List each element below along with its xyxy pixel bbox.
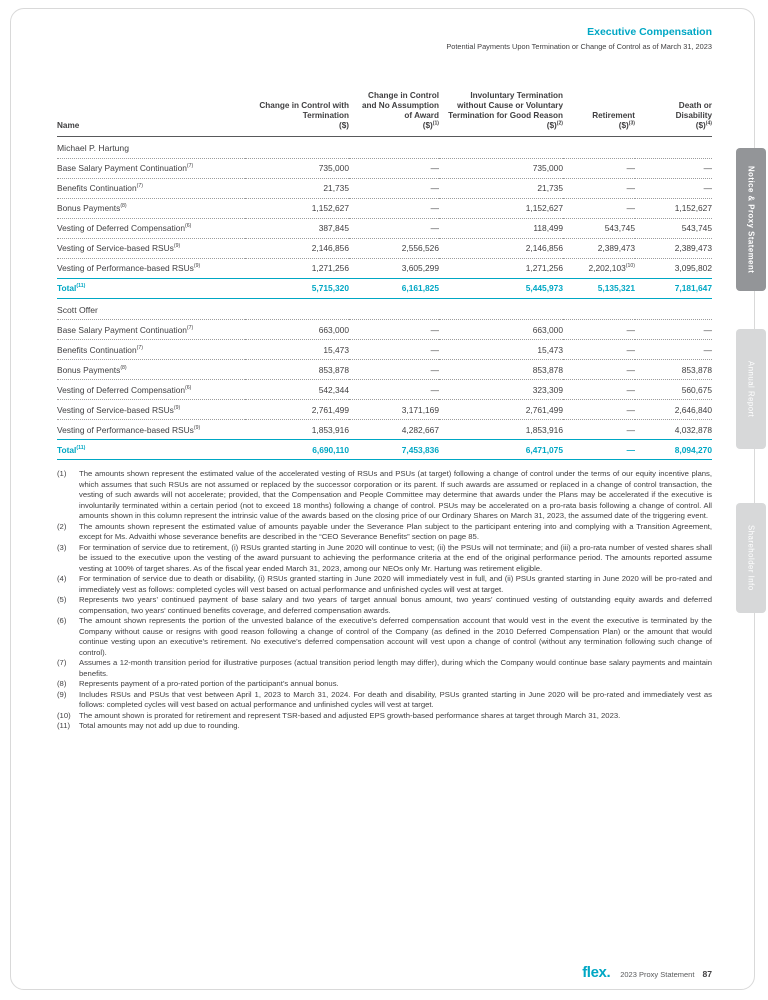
footnote <box>57 690 712 711</box>
row-label: Base Salary Payment Continuation$^{(7)}$ <box>57 158 245 178</box>
row-value: 2,761,499 <box>439 400 563 420</box>
row-value: 542,344 <box>245 380 349 400</box>
footnote-number: (6) <box>57 616 67 625</box>
row-value: 853,878 <box>245 360 349 380</box>
total-value: 5,445,973 <box>439 278 563 298</box>
row-value: — <box>563 360 635 380</box>
footnote-text: For termination of service due to death or disability, (i) RSUs granted starting in June 2020 will immediately vest in full, and (ii) PSUs granted starting in June 2020 will be pro-rated and immediately vest as follows: completed cycles will vest based on actual performance and unfinished cycles will vest at target. <box>79 574 712 594</box>
row-value: — <box>635 320 712 340</box>
footnote-number: (4) <box>57 574 67 583</box>
row-value: — <box>563 420 635 440</box>
row-label: Vesting of Performance-based RSUs$^{(9)}$ <box>57 420 245 440</box>
footnote-text: Represents two years’ continued payment of base salary and two years of target annual bonus amount, two years’ continued vesting of outstanding equity awards and deferred compensation, two years’ continued benefits coverage, and deferred compensation awards. <box>79 595 712 615</box>
row-label: Vesting of Service-based RSUs$^{(9)}$ <box>57 238 245 258</box>
side-tab-shareholder-info[interactable]: Shareholder Info <box>736 503 766 613</box>
row-value: — <box>349 340 439 360</box>
total-value: 6,471,075 <box>439 440 563 460</box>
footnote-number: (10) <box>57 710 71 720</box>
table-row <box>57 340 712 360</box>
row-value: — <box>563 400 635 420</box>
row-value: 1,152,627 <box>439 198 563 218</box>
footnote <box>57 679 712 690</box>
executive-name: Scott Offer <box>57 298 712 320</box>
total-value: — <box>563 440 635 460</box>
row-label: Base Salary Payment Continuation$^{(7)}$ <box>57 320 245 340</box>
total-value: 5,715,320 <box>245 278 349 298</box>
row-value: — <box>563 178 635 198</box>
row-value: 2,556,526 <box>349 238 439 258</box>
row-value: 735,000 <box>245 158 349 178</box>
table-header <box>57 91 712 137</box>
footnotes <box>57 469 712 732</box>
footnote-number: (1) <box>57 469 67 478</box>
footnote-number: (8) <box>57 679 67 688</box>
footnote-text: The amount shown is prorated for retirement and represent TSR-based and adjusted EPS growth-based performance shares at target through March 31, 2023. <box>79 710 621 720</box>
footnote <box>57 543 712 575</box>
page-footer <box>582 964 712 981</box>
footnote <box>57 469 712 522</box>
row-label: Benefits Continuation$^{(7)}$ <box>57 340 245 360</box>
row-label: Vesting of Service-based RSUs$^{(9)}$ <box>57 400 245 420</box>
row-value: 21,735 <box>439 178 563 198</box>
row-value: 663,000 <box>439 320 563 340</box>
row-value: 2,389,473 <box>635 238 712 258</box>
table-row <box>57 238 712 258</box>
footnote <box>57 574 712 595</box>
footnote-number: (2) <box>57 521 67 531</box>
page-number: 87 <box>702 969 712 979</box>
footer-text: 2023 Proxy Statement <box>620 970 695 979</box>
payments-table <box>57 91 712 460</box>
footnote <box>57 658 712 679</box>
row-value: — <box>349 178 439 198</box>
footnote-text: The amounts shown represent the estimated value of amounts payable under the Severance Plan subject to the participant entering into and complying with a Transition Agreement, except for Ms. Advaithi whose severance benefits are described in the “CEO Severance Benefits” section on page 85. <box>79 521 712 541</box>
column-header: Retirement ($)$^{(3)}$ <box>563 91 635 137</box>
executive-name: Michael P. Hartung <box>57 137 712 159</box>
flex-logo: flex. <box>582 964 611 981</box>
footnote <box>57 616 712 658</box>
row-value: 2,202,103$^{(10)}$ <box>563 258 635 278</box>
row-value: 3,095,802 <box>635 258 712 278</box>
footnote <box>57 595 712 616</box>
row-value: 118,499 <box>439 218 563 238</box>
total-row <box>57 440 712 460</box>
side-tab-notice-proxy-statement[interactable]: Notice & Proxy Statement <box>736 148 766 291</box>
row-value: 663,000 <box>245 320 349 340</box>
table-row <box>57 198 712 218</box>
row-value: 1,853,916 <box>245 420 349 440</box>
column-header: Change in Control and No Assumption of Award ($)$^{(1)}$ <box>349 91 439 137</box>
section-title: Executive Compensation <box>587 26 712 38</box>
row-value: 2,146,856 <box>439 238 563 258</box>
row-value: — <box>349 360 439 380</box>
column-header: Change in Control with Termination ($) <box>245 91 349 137</box>
total-value: 6,690,110 <box>245 440 349 460</box>
row-label: Bonus Payments$^{(8)}$ <box>57 198 245 218</box>
row-value: — <box>349 320 439 340</box>
row-value: 4,032,878 <box>635 420 712 440</box>
footnote-number: (5) <box>57 595 67 604</box>
row-value: 853,878 <box>635 360 712 380</box>
side-tab-annual-report[interactable]: Annual Report <box>736 329 766 449</box>
row-value: — <box>349 218 439 238</box>
row-value: 1,853,916 <box>439 420 563 440</box>
row-value: — <box>349 158 439 178</box>
row-value: 3,171,169 <box>349 400 439 420</box>
row-label: Vesting of Deferred Compensation$^{(6)}$ <box>57 218 245 238</box>
total-row <box>57 278 712 298</box>
row-value: 387,845 <box>245 218 349 238</box>
column-header: Death or Disability ($)$^{(4)}$ <box>635 91 712 137</box>
total-label: Total$^{(11)}$ <box>57 440 245 460</box>
footnote-text: For termination of service due to retirement, (i) RSUs granted starting in June 2020 will continue to vest; (ii) the PSUs will not terminate; and (iii) a pro-rata number of vested shares shall be issued to the executive upon the vesting of the award pursuant to achieving the performance criteria at the end of the original performance period. The amounts reported assume vesting at 100% of target shares. As of the fiscal year ended March 31, 2023, among our NEOs only Mr. Hartung was retirement eligible. <box>79 542 712 573</box>
table-body <box>57 137 712 460</box>
total-value: 8,094,270 <box>635 440 712 460</box>
row-value: 735,000 <box>439 158 563 178</box>
row-value: — <box>635 340 712 360</box>
table-row <box>57 420 712 440</box>
row-value: 1,152,627 <box>635 198 712 218</box>
page-subtitle: Potential Payments Upon Termination or Change of Control as of March 31, 2023 <box>446 42 712 51</box>
table-row <box>57 258 712 278</box>
row-label: Vesting of Deferred Compensation$^{(6)}$ <box>57 380 245 400</box>
row-value: 3,605,299 <box>349 258 439 278</box>
row-value: 1,271,256 <box>245 258 349 278</box>
row-value: 1,271,256 <box>439 258 563 278</box>
footnote-text: The amounts shown represent the estimated value of the accelerated vesting of RSUs and PSUs (at target) following a change of control under the terms of our equity incentive plans, which assumes that such RSUs are not assumed or replaced by the successor corporation or its parent. If such awards are assumed or replaced in a change of control transaction, the vesting of such awards will not accelerate; provided, that the Compensation and People Committee may determine that awards under the Plans may be accelerated if the executive is involuntarily terminated within a certain period (not to exceed 18 months) following a change of control. PSUs may be accelerated on a pro-rata basis following a change of control. All amounts shown in this column represent the intrinsic value of the awards based on the closing price of our Ordinary Shares on March 31, 2023, the assumed date of the triggering event. <box>79 469 712 520</box>
row-value: 543,745 <box>563 218 635 238</box>
row-value: 2,646,840 <box>635 400 712 420</box>
column-header: Name <box>57 91 245 137</box>
table-row <box>57 158 712 178</box>
executive-section-row <box>57 137 712 159</box>
row-value: 15,473 <box>245 340 349 360</box>
column-header: Involuntary Termination without Cause or Voluntary Termination for Good Reason ($)$^{(2)}$ <box>439 91 563 137</box>
footnote-text: Total amounts may not add up due to rounding. <box>79 721 240 730</box>
total-value: 7,181,647 <box>635 278 712 298</box>
footnote-text: The amount shown represents the portion of the unvested balance of the executive’s deferred compensation account that would vest in the event the executive is terminated by the Company without cause or resigns with good reason following a change of control of the Company (as defined in the 2010 Deferred Compensation Plan) or the amount that would continue vesting upon an executive’s retirement. No executive’s deferred compensation account will vest upon a change of control (without any termination following such change of control). <box>79 616 712 657</box>
footnote-number: (9) <box>57 689 67 699</box>
row-value: 4,282,667 <box>349 420 439 440</box>
row-value: 2,761,499 <box>245 400 349 420</box>
table-row <box>57 380 712 400</box>
side-tabs <box>736 148 766 613</box>
row-label: Benefits Continuation$^{(7)}$ <box>57 178 245 198</box>
table-row <box>57 218 712 238</box>
row-value: 543,745 <box>635 218 712 238</box>
footnote <box>57 721 712 732</box>
table-row <box>57 320 712 340</box>
row-value: — <box>635 158 712 178</box>
row-value: 21,735 <box>245 178 349 198</box>
row-value: 560,675 <box>635 380 712 400</box>
table-row <box>57 360 712 380</box>
row-value: 323,309 <box>439 380 563 400</box>
footnote-text: Represents payment of a pro-rated portion of the participant’s annual bonus. <box>79 679 339 688</box>
row-value: 2,389,473 <box>563 238 635 258</box>
footnote <box>57 711 712 722</box>
footnote <box>57 522 712 543</box>
page-header <box>57 26 712 51</box>
footnote-number: (3) <box>57 542 67 552</box>
total-value: 7,453,836 <box>349 440 439 460</box>
footnote-text: Assumes a 12-month transition period for illustrative purposes (actual transition period length may differ), during which the Company would continue base salary payments and maintain benefits. <box>79 658 712 678</box>
footnote-number: (7) <box>57 658 67 667</box>
row-value: — <box>563 340 635 360</box>
row-value: 1,152,627 <box>245 198 349 218</box>
row-label: Vesting of Performance-based RSUs$^{(9)}$ <box>57 258 245 278</box>
total-value: 6,161,825 <box>349 278 439 298</box>
executive-section-row <box>57 298 712 320</box>
page-content <box>57 26 712 732</box>
row-label: Bonus Payments$^{(8)}$ <box>57 360 245 380</box>
row-value: 2,146,856 <box>245 238 349 258</box>
total-value: 5,135,321 <box>563 278 635 298</box>
row-value: — <box>563 198 635 218</box>
total-label: Total$^{(11)}$ <box>57 278 245 298</box>
row-value: — <box>563 158 635 178</box>
row-value: — <box>349 380 439 400</box>
row-value: 853,878 <box>439 360 563 380</box>
row-value: — <box>349 198 439 218</box>
row-value: — <box>635 178 712 198</box>
table-row <box>57 178 712 198</box>
row-value: — <box>563 380 635 400</box>
table-row <box>57 400 712 420</box>
row-value: 15,473 <box>439 340 563 360</box>
footnote-text: Includes RSUs and PSUs that vest between April 1, 2023 to March 31, 2024. For death and disability, PSUs granted starting in June 2020 will be pro-rated and immediately vest as follows: completed cycles will vest based on actual performance and unfinished cycles will vest at target. <box>79 689 712 709</box>
footnote-number: (11) <box>57 721 71 730</box>
row-value: — <box>563 320 635 340</box>
